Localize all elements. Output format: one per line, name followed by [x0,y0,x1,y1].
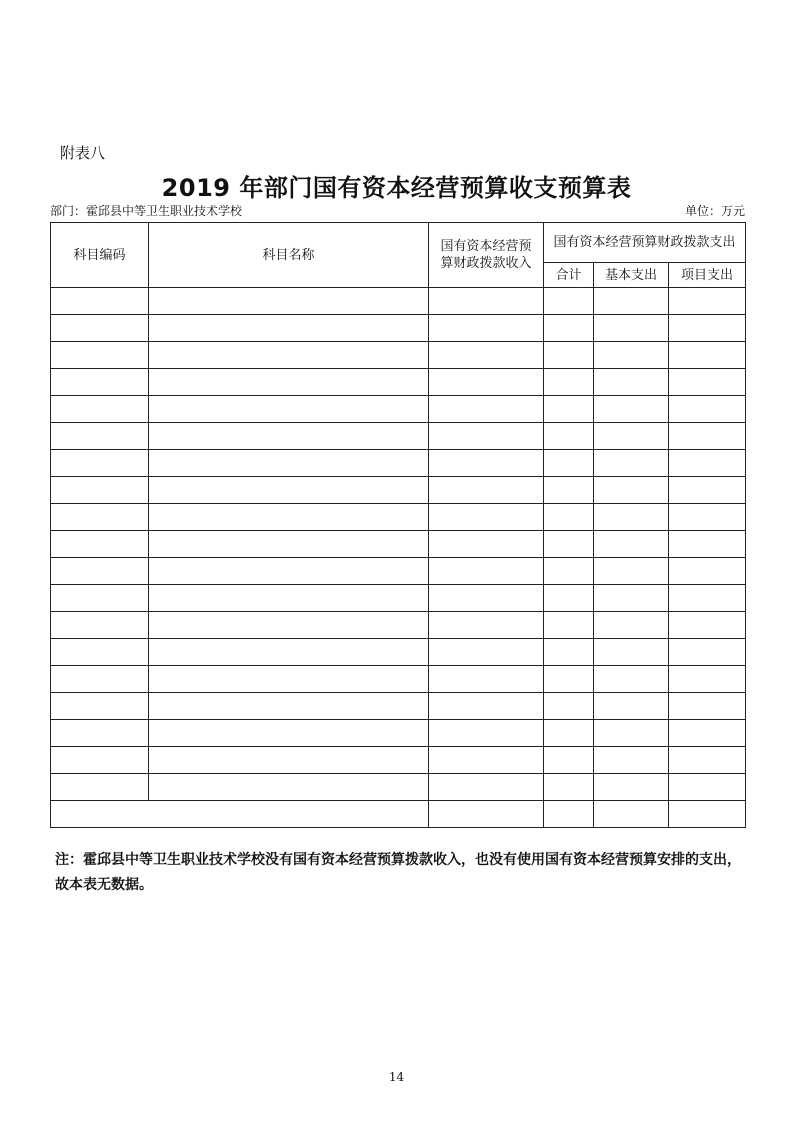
table-cell [149,342,429,369]
table-cell [51,450,149,477]
table-cell [669,747,746,774]
table-cell [429,288,544,315]
table-cell [669,774,746,801]
table-cell [669,450,746,477]
header-expense-group: 国有资本经营预算财政拨款支出 [544,223,746,263]
table-row [51,450,746,477]
table-cell [669,477,746,504]
table-cell [594,369,669,396]
table-row [51,720,746,747]
table-cell [149,369,429,396]
table-cell [594,747,669,774]
table-total-row [51,801,746,828]
table-row [51,666,746,693]
table-cell [429,612,544,639]
table-cell [51,747,149,774]
table-cell [149,774,429,801]
table-cell [429,531,544,558]
table-cell [149,666,429,693]
header-project-expense: 项目支出 [669,263,746,288]
table-cell [544,477,594,504]
table-row [51,369,746,396]
table-note: 注：霍邱县中等卫生职业技术学校没有国有资本经营预算拨款收入，也没有使用国有资本经营预算安排的支出，故本表无数据。 [55,852,741,893]
table-cell [149,423,429,450]
table-cell [149,531,429,558]
table-cell [544,342,594,369]
table-cell [544,450,594,477]
table-cell [149,396,429,423]
table-cell [429,720,544,747]
table-cell [594,774,669,801]
budget-table [50,222,746,828]
table-cell [544,693,594,720]
table-cell [51,504,149,531]
table-cell [594,639,669,666]
header-subject-code: 科目编码 [51,223,149,288]
table-cell [544,747,594,774]
table-cell [544,801,594,828]
table-cell [669,612,746,639]
table-row [51,747,746,774]
unit-label: 单位：万元 [684,204,745,218]
table-cell [594,288,669,315]
table-row [51,693,746,720]
table-cell [594,666,669,693]
table-row [51,288,746,315]
table-cell [594,720,669,747]
table-cell [429,504,544,531]
table-cell [544,288,594,315]
table-cell [594,450,669,477]
table-cell [544,423,594,450]
table-cell [149,585,429,612]
table-cell [51,774,149,801]
table-cell [149,558,429,585]
table-cell [51,558,149,585]
table-cell [669,369,746,396]
table-cell [149,720,429,747]
table-cell [429,693,544,720]
table-row [51,639,746,666]
table-cell [429,801,544,828]
table-row [51,477,746,504]
table-cell [149,693,429,720]
table-cell [544,612,594,639]
table-row [51,558,746,585]
table-cell [594,423,669,450]
table-cell [669,639,746,666]
table-cell [669,288,746,315]
table-cell [594,342,669,369]
table-cell [429,369,544,396]
table-cell [544,369,594,396]
document-title: 2019 年部门国有资本经营预算收支预算表 [161,174,632,202]
table-cell [594,396,669,423]
table-cell [51,693,149,720]
table-row [51,585,746,612]
table-cell [544,666,594,693]
table-cell [149,288,429,315]
table-cell [149,477,429,504]
table-cell [51,477,149,504]
table-cell [594,477,669,504]
table-cell [51,396,149,423]
table-cell [429,477,544,504]
table-cell [669,423,746,450]
table-cell [429,396,544,423]
table-cell [594,531,669,558]
table-cell [544,639,594,666]
table-cell [429,666,544,693]
table-row [51,612,746,639]
header-basic-expense: 基本支出 [594,263,669,288]
table-cell [51,639,149,666]
table-cell [544,558,594,585]
table-cell [544,720,594,747]
table-cell [149,747,429,774]
table-cell [544,531,594,558]
table-cell [544,585,594,612]
table-cell [669,504,746,531]
table-cell [51,720,149,747]
table-cell [429,774,544,801]
table-row [51,504,746,531]
table-cell [429,639,544,666]
table-row [51,531,746,558]
table-cell [429,423,544,450]
table-cell [594,585,669,612]
table-cell [51,612,149,639]
table-cell [51,315,149,342]
table-cell [544,396,594,423]
table-row [51,342,746,369]
table-cell [429,450,544,477]
table-cell [149,639,429,666]
table-cell [594,612,669,639]
table-row [51,423,746,450]
table-cell [149,315,429,342]
table-cell [544,504,594,531]
table-row [51,315,746,342]
table-cell [429,585,544,612]
table-row [51,774,746,801]
header-income: 国有资本经营预算财政拨款收入 [429,223,544,288]
table-cell [51,666,149,693]
table-cell [149,612,429,639]
table-body [51,288,746,828]
table-cell [51,801,429,828]
header-subject-name: 科目名称 [149,223,429,288]
table-cell [51,369,149,396]
table-cell [149,504,429,531]
table-cell [594,693,669,720]
table-cell [544,774,594,801]
table-cell [669,801,746,828]
table-cell [51,585,149,612]
page-number: 14 [388,1070,405,1084]
table-cell [51,288,149,315]
table-cell [669,666,746,693]
department-label: 部门：霍邱县中等卫生职业技术学校 [50,204,243,218]
table-cell [51,423,149,450]
table-cell [594,504,669,531]
table-cell [429,315,544,342]
table-cell [594,801,669,828]
table-cell [669,396,746,423]
table-cell [429,342,544,369]
header-total: 合计 [544,263,594,288]
annex-label: 附表八 [60,144,106,162]
table-cell [669,342,746,369]
table-cell [669,531,746,558]
table-cell [429,558,544,585]
table-cell [594,315,669,342]
table-cell [149,450,429,477]
table-cell [669,315,746,342]
table-cell [669,558,746,585]
table-cell [594,558,669,585]
table-cell [51,342,149,369]
table-cell [669,585,746,612]
table-row [51,396,746,423]
table-cell [669,720,746,747]
table-cell [429,747,544,774]
table-cell [669,693,746,720]
table-cell [544,315,594,342]
table-cell [51,531,149,558]
